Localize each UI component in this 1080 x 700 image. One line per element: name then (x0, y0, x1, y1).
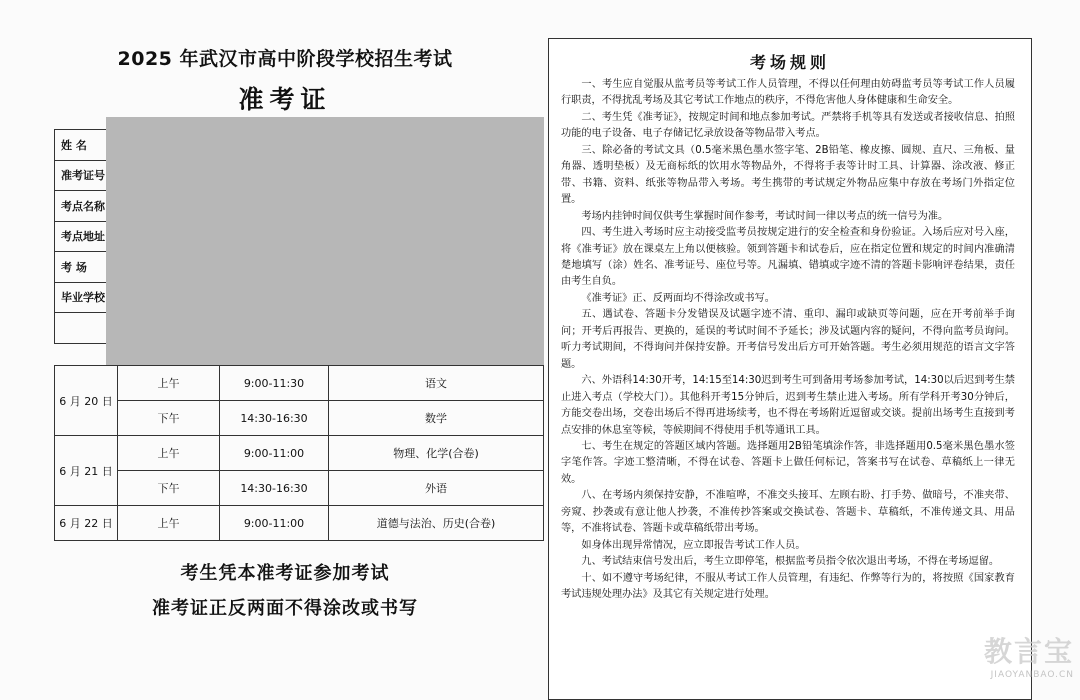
schedule-subject: 物理、化学(合卷) (329, 436, 544, 471)
schedule-time: 9:00-11:00 (220, 436, 329, 471)
schedule-time: 14:30-16:30 (220, 401, 329, 436)
info-label: 准考证号 (55, 160, 118, 191)
schedule-period: 下午 (118, 401, 220, 436)
exam-title: 2025 年武汉市高中阶段学校招生考试 (117, 48, 453, 70)
info-label: 毕业学校 (55, 282, 118, 313)
rule-paragraph: 九、考试结束信号发出后，考生立即停笔，根据监考员指令依次退出考场，不得在考场逗留。 (581, 556, 1000, 568)
schedule-time: 14:30-16:30 (220, 471, 329, 506)
info-label: 考点地址 (55, 221, 118, 252)
info-label: 考 场 (55, 252, 118, 283)
rule-paragraph: 六、外语科14:30开考，14:15至14:30迟到考生可到备用考场参加考试，14:30以后迟到考生禁止进入考点（学校大门）。其他科开考15分钟后，迟到考生禁止进入考场。所有学科开考30分钟后，方能交卷出场，交卷出场后不得再进场续考，也不得在考场附近逗留或交谈。提前出场考生直接到考点安排的休息室等候，等候期间不得使用手机等通讯工具。 (561, 375, 1015, 436)
schedule-subject: 外语 (329, 471, 544, 506)
rule-paragraph: 八、在考场内须保持安静，不准喧哗，不准交头接耳、左顾右盼、打手势、做暗号，不准夹带、旁窥、抄袭或有意让他人抄袭，不准传抄答案或交换试卷、答题卡、草稿纸，不准传递文具、用品等，不准将试卷、答题卡或草稿纸带出考场。 (561, 490, 1015, 535)
info-label: 考点名称 (55, 191, 118, 222)
rule-paragraph: 四、考生进入考场时应主动接受监考员按规定进行的安全检查和身份验证。入场后应对号入座，将《准考证》放在课桌左上角以便核验。领到答题卡和试卷后，应在指定位置和规定的时间内准确清楚地填写（涂）姓名、准考证号、座位号等。凡漏填、错填或字迹不清的答题卡影响评卷结果，责任由考生自负。 (561, 227, 1015, 288)
schedule-row (55, 366, 544, 401)
schedule-subject: 数学 (329, 401, 544, 436)
ticket-notice-1: 考生凭本准考证参加考试 (180, 563, 390, 584)
schedule-date: 6 月 22 日 (55, 506, 118, 541)
schedule-period: 下午 (118, 471, 220, 506)
rules-body (549, 77, 1031, 604)
rule-paragraph: 十、如不遵守考场纪律，不服从考试工作人员管理，有违纪、作弊等行为的，将按照《国家教育考试违规处理办法》及其它有关规定进行处理。 (561, 572, 1015, 601)
schedule-row (55, 471, 544, 506)
rule-paragraph: 七、考生在规定的答题区域内答题。选择题用2B铅笔填涂作答，非选择题用0.5毫米黑色墨水签字笔作答。字迹工整清晰，不得在试卷、答题卡上做任何标记，答案书写在试卷、草稿纸上一律无效。 (561, 440, 1015, 485)
rule-paragraph: 一、考生应自觉服从监考员等考试工作人员管理，不得以任何理由妨碍监考员等考试工作人员履行职责，不得扰乱考场及其它考试工作地点的秩序，不得危害他人身体健康和生命安全。 (561, 79, 1015, 107)
info-label: 姓 名 (55, 130, 118, 161)
schedule-time: 9:00-11:30 (220, 366, 329, 401)
redacted-candidate-info (106, 117, 544, 365)
schedule-period: 上午 (118, 366, 220, 401)
rule-paragraph: 考场内挂钟时间仅供考生掌握时间作参考，考试时间一律以考点的统一信号为准。 (581, 210, 949, 222)
rule-paragraph: 二、考生凭《准考证》，按规定时间和地点参加考试。严禁将手机等具有发送或者接收信息、拍照功能的电子设备、电子存储记忆录放设备等物品带入考点。 (561, 111, 1015, 140)
schedule-row (55, 506, 544, 541)
schedule-subject: 道德与法治、历史(合卷) (329, 506, 544, 541)
rule-paragraph: 三、除必备的考试文具（0.5毫米黑色墨水签字笔、2B铅笔、橡皮擦、圆规、直尺、三角板、量角器、透明垫板）及无商标纸的饮用水等物品外，不得将手表等计时工具、计算器、涂改液、修正带、书籍、资料、纸张等物品带入考场。考生携带的考试规定外物品应集中存放在考场门外指定位置。 (561, 144, 1015, 206)
rules-title: 考场规则 (749, 53, 830, 72)
rule-paragraph: 五、遇试卷、答题卡分发错误及试题字迹不清、重印、漏印或缺页等问题，应在开考前举手询问；开考后再报告、更换的，延误的考试时间不予延长；涉及试题内容的疑问，不得向监考员询问。听力考试期间，不得询问并保持安静。开考信号发出后方可开始答题。考生必须用规范的语言文字答题。 (561, 309, 1015, 370)
exam-schedule-table (54, 365, 544, 541)
ticket-notice-2: 准考证正反两面不得涂改或书写 (152, 598, 418, 619)
exam-rules-panel (548, 38, 1032, 700)
watermark-logo (984, 630, 1074, 680)
schedule-period: 上午 (118, 506, 220, 541)
schedule-row (55, 436, 544, 471)
schedule-date: 6 月 20 日 (55, 366, 118, 436)
schedule-period: 上午 (118, 436, 220, 471)
watermark-text: 教言宝 (983, 635, 1074, 668)
ticket-title: 准考证 (238, 85, 332, 114)
schedule-date: 6 月 21 日 (55, 436, 118, 506)
watermark-url: JIAOYANBAO.CN (990, 670, 1074, 680)
schedule-time: 9:00-11:00 (220, 506, 329, 541)
schedule-subject: 语文 (329, 366, 544, 401)
rule-paragraph: 如身体出现异常情况，应立即报告考试工作人员。 (581, 539, 806, 551)
rule-paragraph: 《准考证》正、反两面均不得涂改或书写。 (581, 292, 775, 304)
schedule-row (55, 401, 544, 436)
admission-ticket-front (0, 0, 548, 684)
